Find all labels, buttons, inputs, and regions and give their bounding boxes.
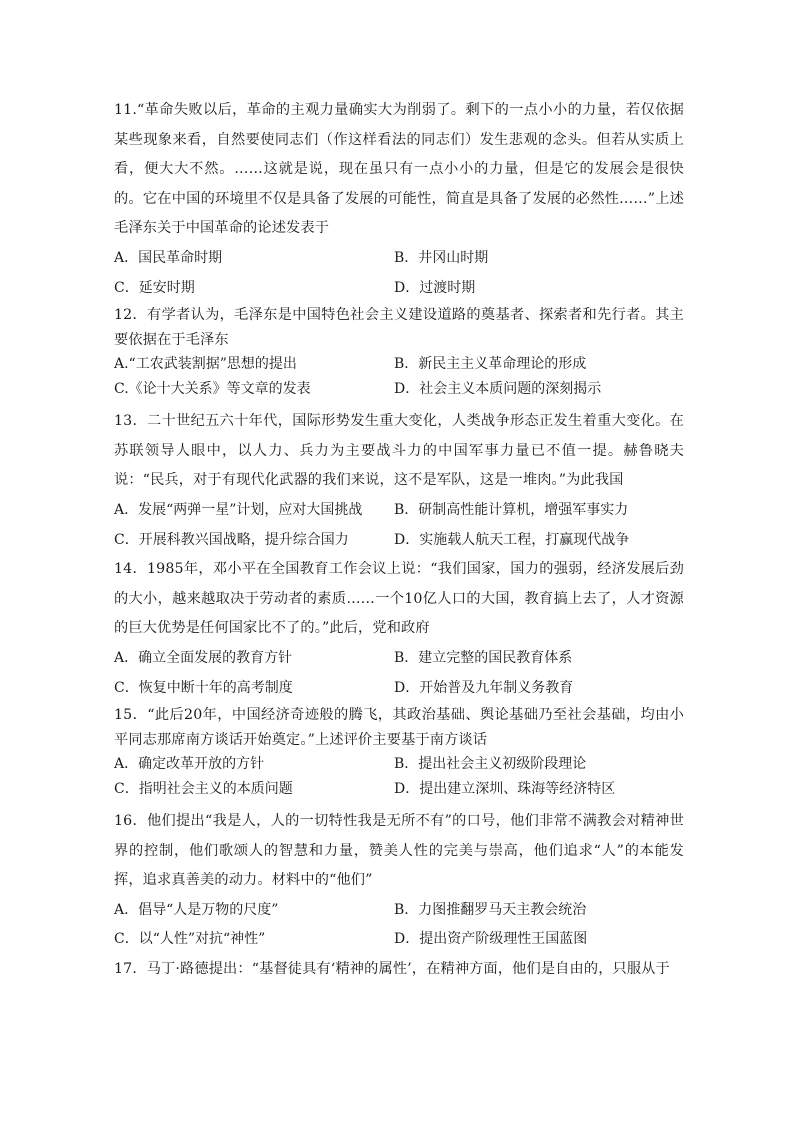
option-c: C．恢复中断十年的高考制度 [114, 679, 293, 696]
question-14-options [114, 644, 684, 703]
option-d: D．提出资产阶级理性王国蓝图 [394, 931, 588, 948]
question-15 [114, 703, 684, 802]
option-b: B．力图推翻罗马天主教会统治 [394, 901, 587, 918]
option-d: D．开始普及九年制义务教育 [394, 679, 574, 696]
question-14-stem: 14．1985年，邓小平在全国教育工作会议上说：“我们国家，国力的强弱，经济发展后劲的大小，越来越取决于劳动者的素质……一个10亿人口的大国，教育搞上去了，人才资源的巨大优势是任何国家比不了的。”此后，党和政府 [114, 561, 684, 637]
option-c: C．开展科教兴国战略，提升综合国力 [114, 531, 349, 548]
question-12-stem: 12．有学者认为，毛泽东是中国特色社会主义建设道路的奠基者、探索者和先行者。其主要依据在于毛泽东 [114, 307, 684, 348]
question-13 [114, 407, 684, 555]
option-c: C．指明社会主义的本质问题 [114, 781, 293, 798]
question-list [114, 96, 684, 985]
option-b: B．新民主主义革命理论的形成 [394, 356, 587, 373]
question-12-options [114, 352, 684, 402]
option-d: D．提出建立深圳、珠海等经济特区 [394, 781, 616, 798]
question-16-options [114, 896, 684, 955]
question-17 [114, 955, 684, 985]
option-b: B．建立完整的国民教育体系 [394, 649, 573, 666]
option-d: D．实施载人航天工程，打赢现代战争 [394, 531, 630, 548]
question-13-stem: 13．二十世纪五六十年代，国际形势发生重大变化，人类战争形态正发生着重大变化。在苏联领导人眼中，以人力、兵力为主要战斗力的中国军事力量已不值一提。赫鲁晓夫说：“民兵，对于有现代化武器的我们来说，这不是军队，这是一堆肉。”为此我国 [114, 413, 684, 489]
question-11-stem: 11.“革命失败以后，革命的主观力量确实大为削弱了。剩下的一点小小的力量，若仅依据某些现象来看，自然要使同志们（作这样看法的同志们）发生悲观的念头。但若从实质上看，便大大不然。……这就是说，现在虽只有一点小小的力量，但是它的发展会是很快的。它在中国的环境里不仅是具备了发展的可能性，简直是具备了发展的必然性……”上述毛泽东关于中国革命的论述发表于 [114, 102, 684, 237]
option-c: C.《论十大关系》等文章的发表 [114, 381, 311, 398]
option-a: A．确立全面发展的教育方针 [114, 649, 293, 666]
question-15-options [114, 752, 684, 802]
option-b: B．提出社会主义初级阶段理论 [394, 756, 587, 773]
option-b: B．井冈山时期 [394, 249, 489, 266]
option-d: D．社会主义本质问题的深刻揭示 [394, 381, 602, 398]
option-a: A．国民革命时期 [114, 249, 223, 266]
question-15-stem: 15．“此后20年，中国经济奇迹般的腾飞，其政治基础、舆论基础乃至社会基础，均由小平同志那席南方谈话开始奠定。”上述评价主要基于南方谈话 [114, 707, 684, 748]
question-16-stem: 16．他们提出“我是人，人的一切特性我是无所不有”的口号，他们非常不满教会对精神世界的控制，他们歌颂人的智慧和力量，赞美人性的完美与崇高，他们追求“人”的本能发挥，追求真善美的动力。材料中的“他们” [114, 813, 684, 889]
option-a: A．倡导“人是万物的尺度” [114, 901, 279, 918]
option-d: D．过渡时期 [394, 279, 476, 296]
question-11-options [114, 244, 684, 303]
question-11 [114, 96, 684, 303]
question-12 [114, 303, 684, 402]
option-c: C．延安时期 [114, 279, 195, 296]
question-16 [114, 807, 684, 955]
option-b: B．研制高性能计算机，增强军事实力 [394, 501, 629, 518]
question-17-stem: 17．马丁·路德提出：“基督徒具有‘精神的属性’，在精神方面，他们是自由的，只服从于 [114, 961, 670, 978]
option-a: A．确定改革开放的方针 [114, 756, 265, 773]
option-a: A.“工农武装割据”思想的提出 [114, 356, 297, 373]
option-c: C．以“人性”对抗“神性” [114, 931, 266, 948]
question-13-options [114, 496, 684, 555]
question-14 [114, 555, 684, 703]
option-a: A．发展“两弹一星”计划，应对大国挑战 [114, 501, 363, 518]
